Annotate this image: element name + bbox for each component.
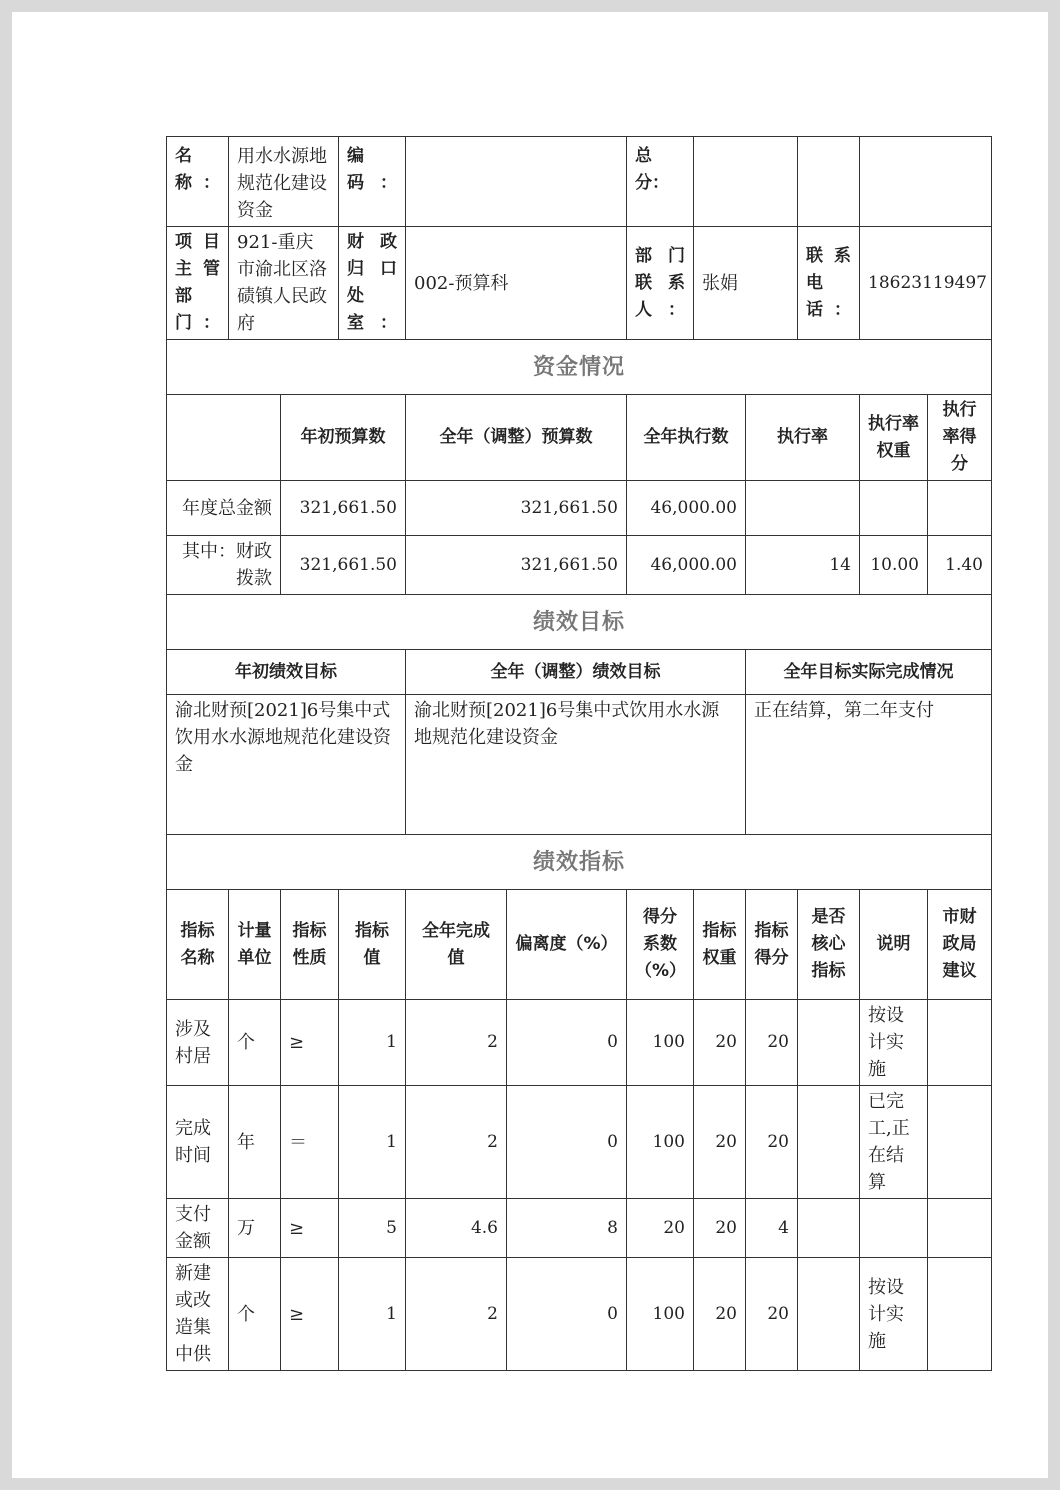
- ind-value: 1: [339, 1000, 406, 1086]
- ind-score: 20: [746, 1258, 798, 1371]
- ind-nature: ＝: [281, 1086, 339, 1199]
- funds-row-label: 其中：财政拨款: [167, 536, 281, 595]
- ind-header-advice: 市财政局建议: [928, 890, 992, 1000]
- goals-header-row: [167, 650, 992, 695]
- total-value: [694, 137, 798, 227]
- ind-value: 5: [339, 1199, 406, 1258]
- ind-weight: 20: [694, 1000, 746, 1086]
- dept-label: 项目主管部门：: [167, 227, 229, 340]
- funds-row-rate: [746, 481, 860, 536]
- funds-header-weight: 执行率权重: [860, 395, 928, 481]
- ind-weight: 20: [694, 1258, 746, 1371]
- dept-value: 921-重庆市渝北区洛碛镇人民政府: [229, 227, 339, 340]
- table-row: [167, 1258, 992, 1371]
- ind-name: 完成时间: [167, 1086, 229, 1199]
- goals-header-adjusted: 全年（调整）绩效目标: [406, 650, 746, 695]
- code-value: [406, 137, 627, 227]
- ind-deviation: 0: [507, 1000, 627, 1086]
- finance-value: 002-预算科: [406, 227, 627, 340]
- ind-nature: ≥: [281, 1258, 339, 1371]
- funds-section-title: 资金情况: [167, 340, 992, 395]
- goals-section-row: [167, 595, 992, 650]
- funds-row-initial: 321,661.50: [281, 481, 406, 536]
- finance-label: 财政归口处室：: [339, 227, 406, 340]
- goals-actual-text: 正在结算，第二年支付: [746, 695, 992, 835]
- ind-advice: [928, 1258, 992, 1371]
- funds-row-rate: 14: [746, 536, 860, 595]
- ind-header-deviation: 偏离度（%）: [507, 890, 627, 1000]
- goals-header-initial: 年初绩效目标: [167, 650, 406, 695]
- funds-row-score: 1.40: [928, 536, 992, 595]
- ind-score: 4: [746, 1199, 798, 1258]
- ind-unit: 万: [229, 1199, 281, 1258]
- funds-header-adjusted: 全年（调整）预算数: [406, 395, 627, 481]
- ind-advice: [928, 1000, 992, 1086]
- ind-header-note: 说明: [860, 890, 928, 1000]
- name-value: 用水水源地规范化建设资金: [229, 137, 339, 227]
- ind-unit: 年: [229, 1086, 281, 1199]
- funds-row-initial: 321,661.50: [281, 536, 406, 595]
- ind-header-value: 指标值: [339, 890, 406, 1000]
- ind-done: 4.6: [406, 1199, 507, 1258]
- ind-core: [798, 1000, 860, 1086]
- funds-header-blank: [167, 395, 281, 481]
- ind-deviation: 8: [507, 1199, 627, 1258]
- goals-adjusted-text: 渝北财预[2021]6号集中式饮用水水源地规范化建设资金: [406, 695, 746, 835]
- funds-row-executed: 46,000.00: [627, 481, 746, 536]
- goals-section-title: 绩效目标: [167, 595, 992, 650]
- ind-nature: ≥: [281, 1199, 339, 1258]
- funds-section-row: [167, 340, 992, 395]
- phone-label: 联系电话：: [798, 227, 860, 340]
- ind-name: 涉及村居: [167, 1000, 229, 1086]
- table-row: [167, 1199, 992, 1258]
- ind-weight: 20: [694, 1086, 746, 1199]
- ind-coef: 100: [627, 1000, 694, 1086]
- ind-deviation: 0: [507, 1258, 627, 1371]
- funds-row-executed: 46,000.00: [627, 536, 746, 595]
- ind-unit: 个: [229, 1000, 281, 1086]
- funds-header-score: 执行率得分: [928, 395, 992, 481]
- total-label: 总分：: [627, 137, 694, 227]
- funds-row-weight: [860, 481, 928, 536]
- ind-weight: 20: [694, 1199, 746, 1258]
- ind-coef: 20: [627, 1199, 694, 1258]
- ind-note: 按设计实施: [860, 1258, 928, 1371]
- ind-header-core: 是否核心指标: [798, 890, 860, 1000]
- ind-value: 1: [339, 1086, 406, 1199]
- ind-done: 2: [406, 1258, 507, 1371]
- ind-coef: 100: [627, 1086, 694, 1199]
- ind-advice: [928, 1086, 992, 1199]
- ind-note: 已完工,正在结算: [860, 1086, 928, 1199]
- funds-row-adjusted: 321,661.50: [406, 536, 627, 595]
- ind-core: [798, 1199, 860, 1258]
- funds-row-score: [928, 481, 992, 536]
- ind-name: 支付金额: [167, 1199, 229, 1258]
- ind-score: 20: [746, 1000, 798, 1086]
- info-row-name: [167, 137, 992, 227]
- phone-value: 18623119497: [860, 227, 992, 340]
- ind-done: 2: [406, 1086, 507, 1199]
- ind-core: [798, 1258, 860, 1371]
- empty-cell: [798, 137, 860, 227]
- ind-header-done: 全年完成值: [406, 890, 507, 1000]
- funds-row-adjusted: 321,661.50: [406, 481, 627, 536]
- ind-header-weight: 指标权重: [694, 890, 746, 1000]
- ind-header-unit: 计量单位: [229, 890, 281, 1000]
- funds-row-label: 年度总金额: [167, 481, 281, 536]
- ind-deviation: 0: [507, 1086, 627, 1199]
- ind-header-score: 指标得分: [746, 890, 798, 1000]
- contact-value: 张娟: [694, 227, 798, 340]
- ind-header-name: 指标名称: [167, 890, 229, 1000]
- ind-name: 新建或改造集中供: [167, 1258, 229, 1371]
- ind-score: 20: [746, 1086, 798, 1199]
- funds-header-initial: 年初预算数: [281, 395, 406, 481]
- performance-evaluation-table: [166, 136, 992, 1371]
- ind-advice: [928, 1199, 992, 1258]
- indicators-section-title: 绩效指标: [167, 835, 992, 890]
- code-label: 编码：: [339, 137, 406, 227]
- ind-done: 2: [406, 1000, 507, 1086]
- goals-header-actual: 全年目标实际完成情况: [746, 650, 992, 695]
- ind-nature: ≥: [281, 1000, 339, 1086]
- ind-coef: 100: [627, 1258, 694, 1371]
- table-row: [167, 1000, 992, 1086]
- contact-label: 部门联系人：: [627, 227, 694, 340]
- funds-header-row: [167, 395, 992, 481]
- funds-row-total: [167, 481, 992, 536]
- funds-header-rate: 执行率: [746, 395, 860, 481]
- ind-unit: 个: [229, 1258, 281, 1371]
- empty-cell: [860, 137, 992, 227]
- table-row: [167, 1086, 992, 1199]
- goals-content-row: [167, 695, 992, 835]
- ind-value: 1: [339, 1258, 406, 1371]
- ind-note: [860, 1199, 928, 1258]
- funds-row-fiscal: [167, 536, 992, 595]
- document-page: [12, 12, 1048, 1478]
- funds-row-weight: 10.00: [860, 536, 928, 595]
- info-row-dept: [167, 227, 992, 340]
- indicators-header-row: [167, 890, 992, 1000]
- name-label: 名称：: [167, 137, 229, 227]
- funds-header-executed: 全年执行数: [627, 395, 746, 481]
- ind-header-nature: 指标性质: [281, 890, 339, 1000]
- ind-note: 按设计实施: [860, 1000, 928, 1086]
- ind-core: [798, 1086, 860, 1199]
- indicators-section-row: [167, 835, 992, 890]
- ind-header-coef: 得分系数（%）: [627, 890, 694, 1000]
- goals-initial-text: 渝北财预[2021]6号集中式饮用水水源地规范化建设资金: [167, 695, 406, 835]
